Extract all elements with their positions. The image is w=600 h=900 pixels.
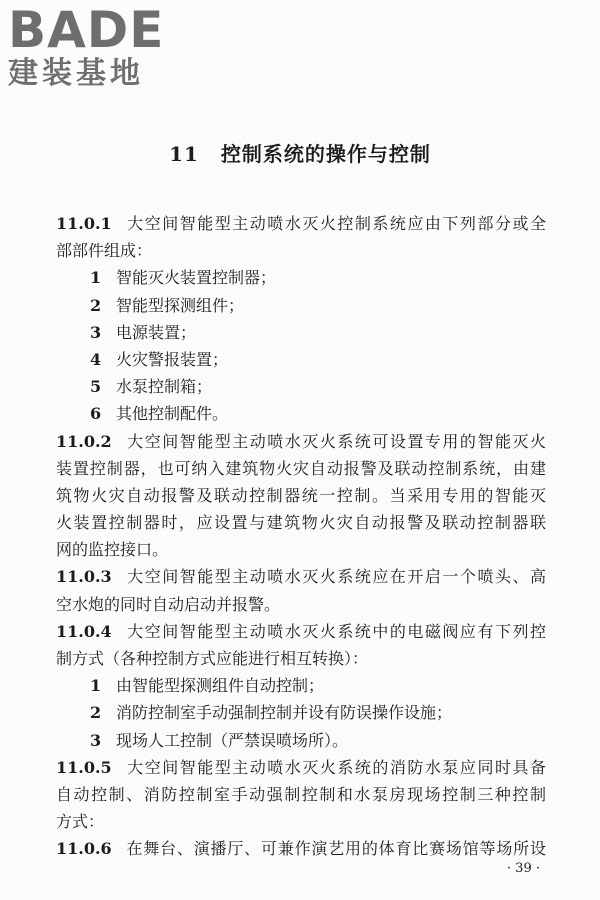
list-item — [56, 400, 546, 427]
clause-11-0-2-line — [56, 428, 546, 455]
clause-text: 在舞台、演播厅、可兼作演艺用的体育比赛场馆等场所设 — [125, 839, 546, 859]
list-item-text: 消防控制室手动强制控制并设有防误操作设施； — [116, 703, 453, 723]
page-number: · 39 · — [506, 861, 540, 876]
clause-text: 筑物火灾自动报警及联动控制器统一控制。当采用专用的智能灭 — [56, 485, 546, 505]
clause-number: 11.0.3 — [56, 567, 112, 587]
clause-text: 大空间智能型主动喷水灭火系统应在开启一个喷头、高 — [125, 567, 546, 587]
clause-11-0-1-line — [56, 237, 546, 264]
clause-text: 大空间智能型主动喷水灭火控制系统应由下列部分或全 — [125, 214, 546, 233]
clause-11-0-6-line — [56, 835, 546, 862]
clause-number: 11.0.5 — [56, 757, 112, 777]
list-item-number: 3 — [90, 322, 102, 342]
clause-text: 部部件组成： — [56, 241, 153, 261]
clause-11-0-5-line — [56, 808, 546, 835]
logo-wordmark: BADE — [8, 1, 165, 59]
list-item-text: 由智能型探测组件自动控制； — [116, 676, 325, 696]
list-item-text: 电源装置； — [116, 322, 197, 342]
clause-11-0-3-line — [56, 591, 546, 618]
list-item-number: 4 — [90, 349, 102, 369]
list-item-text: 水泵控制箱； — [116, 377, 213, 397]
list-item — [56, 319, 546, 346]
chapter-title — [0, 138, 600, 167]
list-item — [56, 346, 546, 373]
clause-number: 11.0.4 — [56, 621, 112, 641]
list-item — [56, 727, 546, 754]
logo-subtitle: 建装基地 — [8, 56, 144, 91]
clause-text: 自动控制、消防控制室手动强制控制和水泵房现场控制三种控制 — [56, 784, 546, 804]
clause-number: 11.0.2 — [56, 431, 112, 451]
list-item — [56, 264, 546, 291]
clause-text: 大空间智能型主动喷水灭火系统可设置专用的智能灭火 — [125, 431, 546, 451]
document-body — [56, 210, 546, 863]
clause-11-0-3-line — [56, 563, 546, 590]
list-item-number: 1 — [90, 268, 102, 288]
list-item — [56, 699, 546, 726]
clause-11-0-2-line — [56, 482, 546, 509]
clause-11-0-5-line — [56, 754, 546, 781]
list-item — [56, 292, 546, 319]
list-item — [56, 373, 546, 400]
list-item-number: 1 — [90, 676, 102, 696]
list-item-text: 火灾警报装置； — [116, 349, 229, 369]
chapter-title-text: 控制系统的操作与控制 — [220, 142, 431, 166]
clause-11-0-4-line — [56, 618, 546, 645]
clause-text: 空水炮的同时自动启动并报警。 — [56, 594, 281, 614]
list-item-number: 2 — [90, 703, 102, 723]
clause-11-0-5-line — [56, 781, 546, 808]
clause-11-0-2-line — [56, 509, 546, 536]
list-item-text: 现场人工控制（严禁误喷场所）。 — [116, 730, 349, 750]
clause-text: 火装置控制器时，应设置与建筑物火灾自动报警及联动控制器联 — [56, 513, 546, 533]
logo — [8, 1, 183, 91]
clause-number: 11.0.6 — [56, 839, 112, 859]
clause-text: 大空间智能型主动喷水灭火系统中的电磁阀应有下列控 — [125, 621, 546, 641]
list-item — [56, 672, 546, 699]
clause-number: 11.0.1 — [56, 214, 112, 233]
chapter-number: 11 — [169, 142, 199, 166]
clause-text: 网的监控接口。 — [56, 540, 169, 560]
list-item-text: 其他控制配件。 — [116, 404, 229, 424]
clause-11-0-1-line — [56, 210, 546, 237]
list-item-number: 2 — [90, 295, 102, 315]
clause-11-0-2-line — [56, 455, 546, 482]
clause-text: 制方式（各种控制方式应能进行相互转换）： — [56, 649, 369, 668]
list-item-number: 6 — [90, 404, 102, 424]
clause-text: 装置控制器，也可纳入建筑物火灾自动报警及联动控制系统，由建 — [56, 458, 546, 478]
list-item-text: 智能型探测组件； — [116, 295, 245, 315]
list-item-text: 智能灭火装置控制器； — [116, 268, 277, 288]
list-item-number: 5 — [90, 377, 102, 397]
list-item-number: 3 — [90, 730, 102, 750]
clause-11-0-4-line — [56, 645, 546, 672]
clause-text: 方式： — [56, 812, 105, 832]
clause-11-0-2-line — [56, 536, 546, 563]
clause-text: 大空间智能型主动喷水灭火系统的消防水泵应同时具备 — [125, 757, 546, 777]
